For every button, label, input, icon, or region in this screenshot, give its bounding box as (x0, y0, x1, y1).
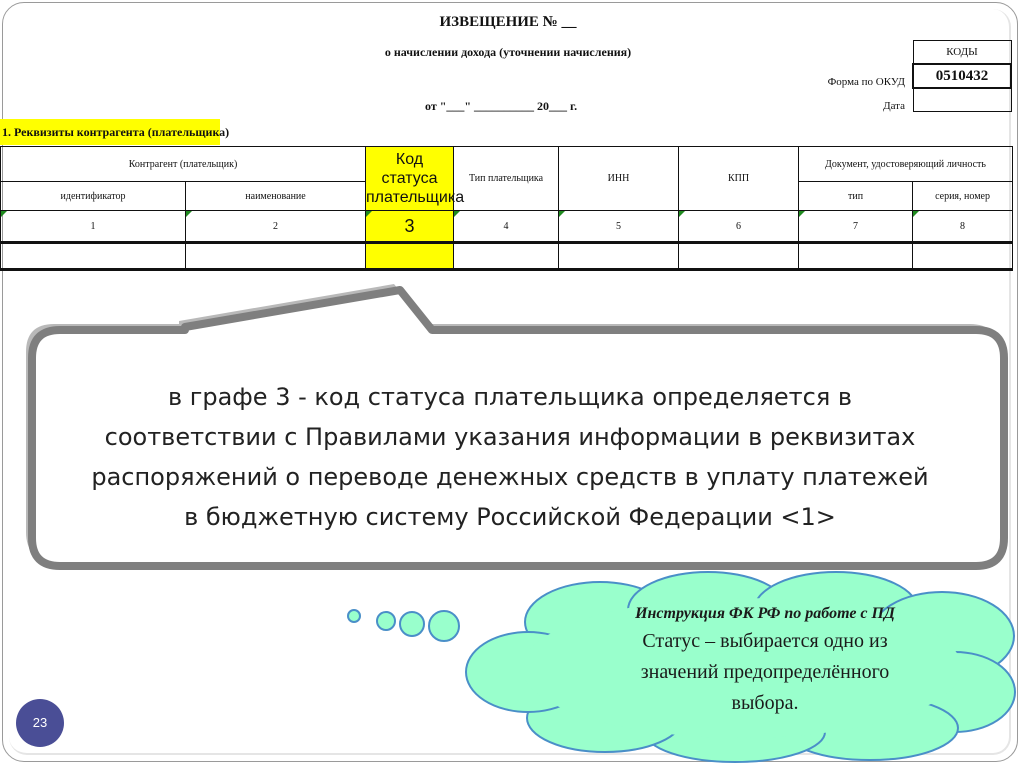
header-inn: ИНН (559, 147, 679, 211)
column-number: 4 (454, 211, 559, 243)
subheader-name: наименование (186, 182, 366, 211)
codes-header: КОДЫ (913, 41, 1011, 65)
form-subtitle: о начислении дохода (уточнении начисления) (384, 45, 632, 59)
codes-table (912, 40, 1012, 112)
subheader-series-number: серия, номер (913, 182, 1013, 211)
date-label: Дата (883, 100, 905, 112)
okud-code: 0510432 (913, 64, 1011, 88)
date-code-cell (913, 88, 1011, 112)
subheader-type: тип (799, 182, 913, 211)
callout-line: распоряжений о переводе денежных средств в уплату платежей (91, 463, 929, 491)
note-title: Инструкция ФК РФ по работе с ПД (635, 605, 895, 622)
okud-label: Форма по ОКУД (827, 76, 905, 88)
column-number: 1 (1, 211, 186, 243)
data-cell (913, 243, 1013, 270)
data-cell-highlighted (366, 243, 454, 270)
header-document: Документ, удостоверяющий личность (799, 147, 1013, 182)
form-date-line: от "___" __________ 20___ г. (425, 99, 578, 113)
column-number: 6 (679, 211, 799, 243)
column-number: 7 (799, 211, 913, 243)
subheader-identifier: идентификатор (1, 182, 186, 211)
data-cell (559, 243, 679, 270)
column-number: 2 (186, 211, 366, 243)
page-number-badge: 23 (16, 699, 64, 747)
note-line: выбора. (731, 692, 799, 714)
notice-form (0, 0, 1016, 280)
column-number: 8 (913, 211, 1013, 243)
form-title: ИЗВЕЩЕНИЕ № __ (439, 14, 577, 30)
section-title: 1. Реквизиты контрагента (плательщика) (0, 119, 220, 145)
data-cell (679, 243, 799, 270)
callout-line: соответствии с Правилами указания информации в реквизитах (104, 423, 916, 451)
column-number: 5 (559, 211, 679, 243)
counterparty-table (0, 146, 1013, 271)
data-cell (186, 243, 366, 270)
note-line: значений предопределённого (640, 661, 890, 683)
header-status-code: Код статуса плательщика (366, 147, 454, 211)
column-number-highlighted: 3 (366, 211, 454, 243)
note-line: Статус – выбирается одно из (642, 630, 888, 652)
data-cell (454, 243, 559, 270)
header-kpp: КПП (679, 147, 799, 211)
header-counterparty: Контрагент (плательщик) (1, 147, 366, 182)
callout-text (40, 377, 980, 537)
data-cell (1, 243, 186, 270)
data-cell (799, 243, 913, 270)
callout-line: в графе 3 - код статуса плательщика определяется в (167, 383, 853, 411)
header-payer-type: Тип плательщика (454, 147, 559, 211)
callout-line: в бюджетную систему Российской Федерации <1> (184, 503, 836, 531)
instruction-note (565, 602, 965, 719)
